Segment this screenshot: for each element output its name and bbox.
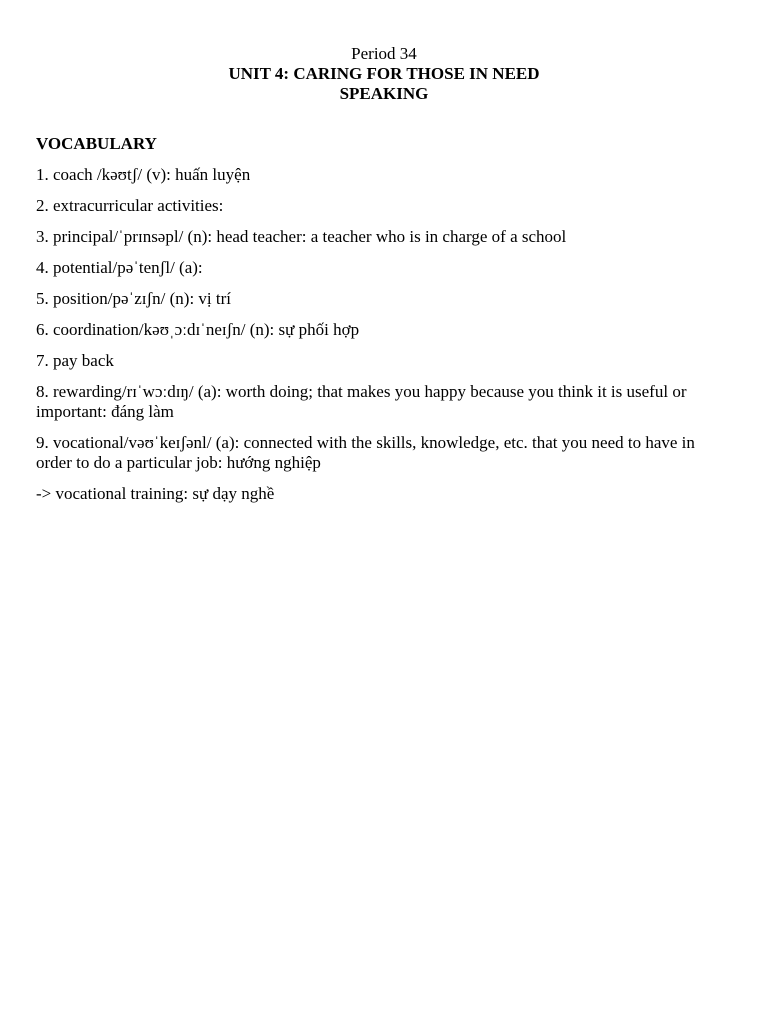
section-title-vocabulary: VOCABULARY: [36, 134, 157, 153]
vocab-item: 3. principal/ˈprɪnsəpl/ (n): head teacher: a teacher who is in charge of a school: [36, 227, 567, 246]
vocab-item: 8. rewarding/rɪˈwɔːdɪŋ/ (a): worth doing; that makes you happy because you think it is useful or important: đáng làm: [36, 382, 687, 421]
vocab-item: 5. position/pəˈzɪʃn/ (n): vị trí: [36, 289, 231, 308]
vocab-item: 1. coach /kəʊtʃ/ (v): huấn luyện: [36, 165, 251, 184]
document-body: [36, 134, 726, 515]
vocab-item: 7. pay back: [36, 351, 114, 370]
unit-title: UNIT 4: CARING FOR THOSE IN NEED: [228, 64, 540, 83]
vocabulary-list: [36, 165, 726, 504]
vocab-item: 9. vocational/vəʊˈkeɪʃənl/ (a): connected with the skills, knowledge, etc. that you need to have in order to do a particular job: hướng nghiệp: [36, 433, 695, 472]
vocab-item: 6. coordination/kəʊˌɔːdɪˈneɪʃn/ (n): sự phối hợp: [36, 320, 360, 339]
vocab-item: 2. extracurricular activities:: [36, 196, 224, 215]
vocab-item: 4. potential/pəˈtenʃl/ (a):: [36, 258, 203, 277]
period-label: Period 34: [351, 44, 417, 63]
document-header: [0, 44, 768, 104]
skill-title: SPEAKING: [339, 84, 429, 103]
vocab-item: -> vocational training: sự dạy nghề: [36, 484, 275, 503]
